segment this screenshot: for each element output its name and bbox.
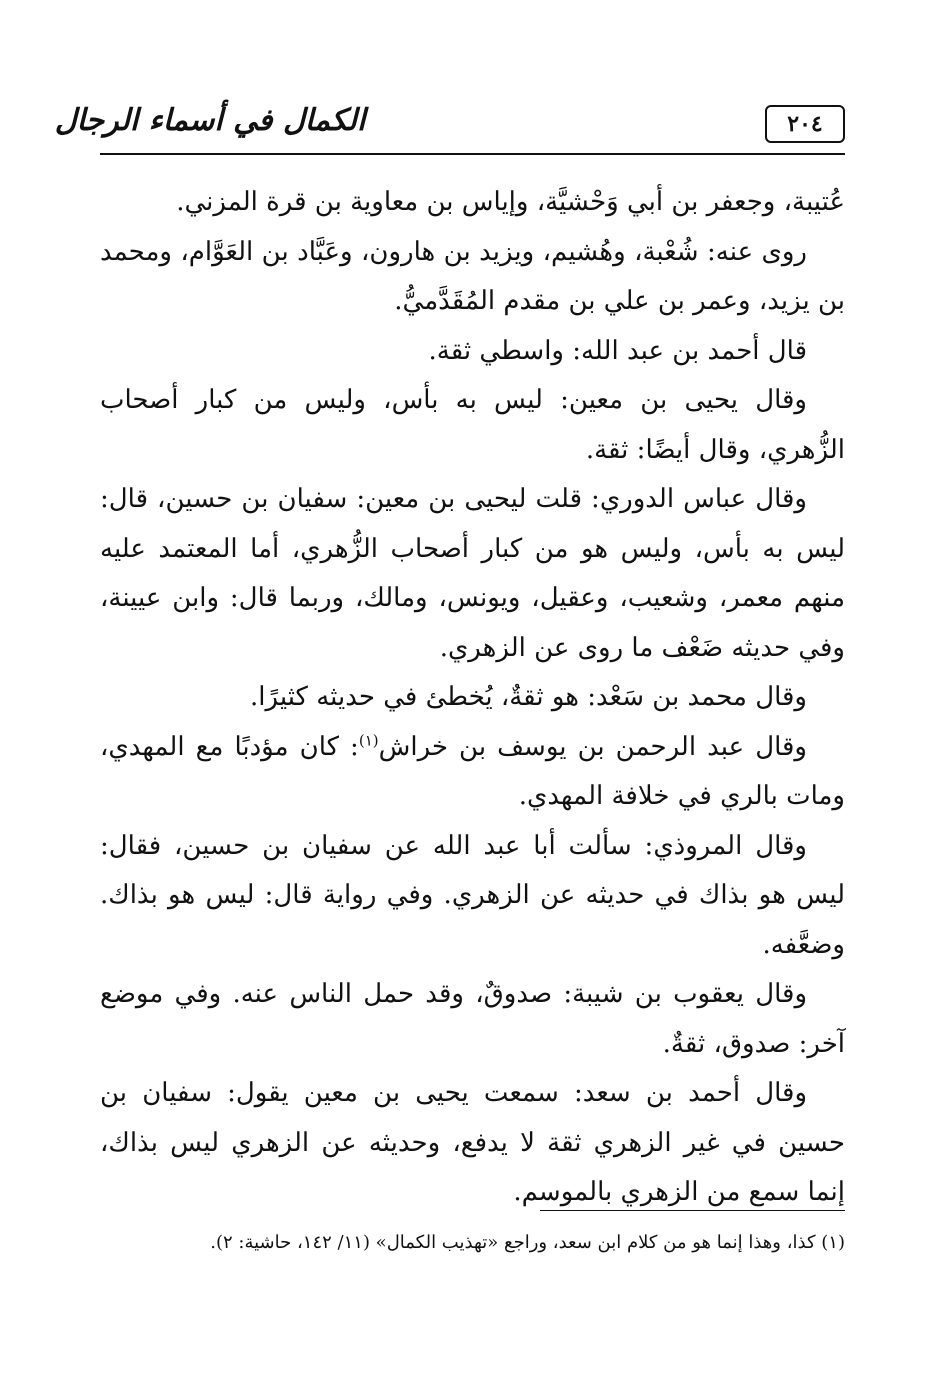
footnote-1: (١) كذا، وهذا إنما هو من كلام ابن سعد، وراجع «تهذيب الكمال» (١١/ ١٤٢، حاشية: ٢). [210,1232,845,1253]
page-header [54,95,845,155]
footnote-divider [540,1210,845,1211]
paragraph-9: وقال يعقوب بن شيبة: صدوقٌ، وقد حمل الناس عنه. وفي موضع آخر: صدوق، ثقةٌ. [100,979,845,1059]
paragraph-7 [100,723,845,822]
paragraph-10: وقال أحمد بن سعد: سمعت يحيى بن معين يقول: سفيان بن حسين في غير الزهري ثقة لا يدفع، وحديثه عن الزهري ليس بذاك، إنما سمع من الزهري بالموسم. [100,1078,845,1207]
paragraph-8: وقال المروذي: سألت أبا عبد الله عن سفيان بن حسين، فقال: ليس هو بذاك في حديثه عن الزهري. وفي رواية قال: ليس هو بذاك. وضعَّفه. [100,830,845,960]
running-title: الكمال في أسماء الرجال [54,102,366,138]
paragraph-5: وقال عباس الدوري: قلت ليحيى بن معين: سفيان بن حسين، قال: ليس به بأس، وليس هو من كبار أصحاب الزُّهري، أما المعتمد عليه منهم معمر، وشعيب، وعقيل، ويونس، ومالك، وربما قال: وابن عيينة، وفي حديثه ضَعْف ما روى عن الزهري. [100,484,845,663]
page-number: ٢٠٤ [765,105,845,143]
footnote-reference[interactable]: (١) [358,730,379,749]
paragraph-4: وقال يحيى بن معين: ليس به بأس، وليس من كبار أصحاب الزُّهري، وقال أيضًا: ثقة. [100,385,845,465]
paragraph-6: وقال محمد بن سَعْد: هو ثقةٌ، يُخطئ في حديثه كثيرًا. [250,682,807,712]
paragraph-7-end: : كان مؤدبًا مع المهدي، ومات بالري في خلافة المهدي. [100,731,845,811]
paragraph-7-start: وقال عبد الرحمن بن يوسف بن خراش [378,731,807,762]
paragraph-2: روى عنه: شُعْبة، وهُشيم، ويزيد بن هارون، وعَبَّاد بن العَوَّام، ومحمد بن يزيد، وعمر بن علي بن مقدم المُقَدَّميُّ. [100,236,845,316]
paragraph-1: عُتيبة، وجعفر بن أبي وَحْشيَّة، وإياس بن معاوية بن قرة المزني. [176,187,845,217]
paragraph-3: قال أحمد بن عبد الله: واسطي ثقة. [428,335,807,366]
main-text [100,178,845,1218]
header-divider [100,153,845,155]
